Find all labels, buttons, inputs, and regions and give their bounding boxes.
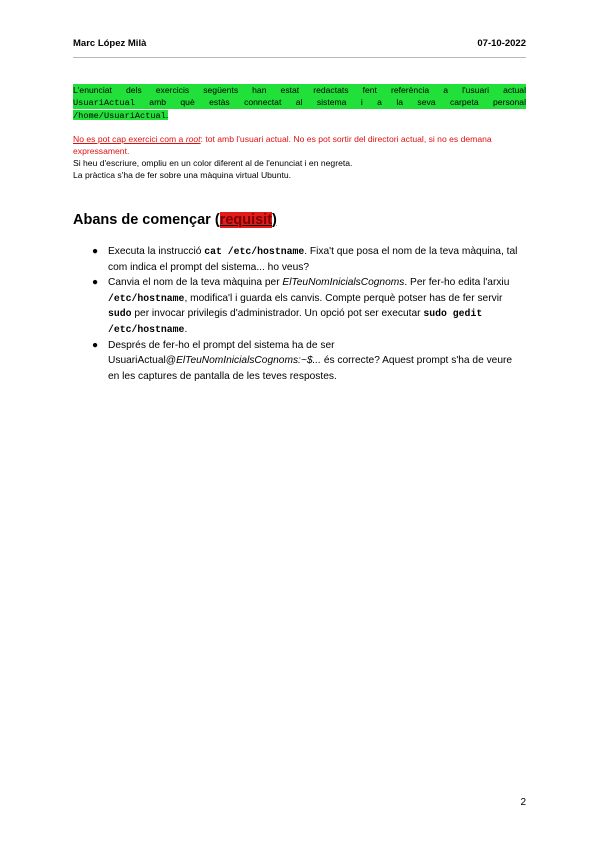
heading-requisit: requisit <box>219 212 273 228</box>
intro-green-line-2 <box>73 96 526 109</box>
intro-block <box>73 84 526 181</box>
item3-text-a: Després de fer-ho el prompt del sistema ha de ser UsuariActual@ <box>108 339 335 367</box>
heading-tail <box>220 212 277 228</box>
list-item <box>92 244 526 275</box>
item2-text-b: . Per fer-ho edita l'arxiu <box>404 277 510 289</box>
header-author: Marc López Milà <box>73 38 147 49</box>
intro-green-end: . <box>165 110 169 120</box>
warning-rest: : tot amb l'usuari actual. No es pot sortir del directori actual, si no es demana expressament. <box>73 134 492 156</box>
warning-text-a: No es pot cap exercici com a <box>73 134 186 144</box>
item2-code-file: /etc/hostname <box>108 292 185 304</box>
bullet-icon: ● <box>92 339 99 351</box>
item1-code: cat /etc/hostname <box>204 246 305 257</box>
intro-practice-note: La pràctica s'ha de fer sobre una màquina virtual Ubuntu. <box>73 170 292 180</box>
item2-code-command: sudo gedit /etc/hostname <box>108 308 483 335</box>
item2-code-sudo: sudo <box>108 308 132 320</box>
item2-text-a: Canvia el nom de la teva màquina per <box>108 277 283 289</box>
page-number: 2 <box>520 797 526 808</box>
intro-warning <box>73 133 526 157</box>
item2-text-d: per invocar privilegis d'administrador. Un opció pot ser executar <box>131 308 424 320</box>
item3-prompt: ElTeuNomInicialsCognoms:~$... <box>176 355 321 367</box>
intro-green-line-3 <box>73 110 168 120</box>
item3-text-b: és correcte? Aquest prompt s'ha de veure en les captures de pantalla de les teves respostes. <box>108 355 513 382</box>
intro-code-home: /home/UsuariActual <box>73 111 166 121</box>
section-heading <box>73 212 277 228</box>
task-list <box>92 244 526 384</box>
intro-green-line-1: L'enunciat dels exercicis següents han estat redactats fent referència a l'usuari actual <box>73 85 526 95</box>
header-divider <box>73 57 526 58</box>
list-item <box>92 275 526 337</box>
item2-text-c: , modifica'l i guarda els canvis. Compte perquè potser has de fer servir <box>184 292 503 304</box>
header-date: 07-10-2022 <box>477 38 526 49</box>
bullet-icon: ● <box>92 246 99 257</box>
item1-text-b: . Fixa't que posa el nom de la teva màquina, tal com indica el prompt del sistema... ho veus? <box>108 246 518 273</box>
warning-underlined <box>73 134 201 144</box>
item2-text-e: . <box>184 323 188 335</box>
heading-text-start: Abans de començar ( <box>73 212 220 228</box>
bullet-icon: ● <box>92 277 99 289</box>
heading-text-end: ) <box>272 212 277 228</box>
list-item <box>92 338 526 385</box>
intro-code-user: UsuariActual <box>73 98 135 108</box>
item2-hostname: ElTeuNomInicialsCognoms <box>282 277 405 289</box>
warning-root: root <box>185 134 201 144</box>
intro-answer-note: Si heu d'escriure, ompliu en un color diferent al de l'enunciat i en negreta. <box>73 158 353 168</box>
intro-green-text-2: amb què estàs connectat al sistema i a la seva carpeta personal <box>134 97 526 107</box>
item1-text-a: Executa la instrucció <box>108 246 205 257</box>
